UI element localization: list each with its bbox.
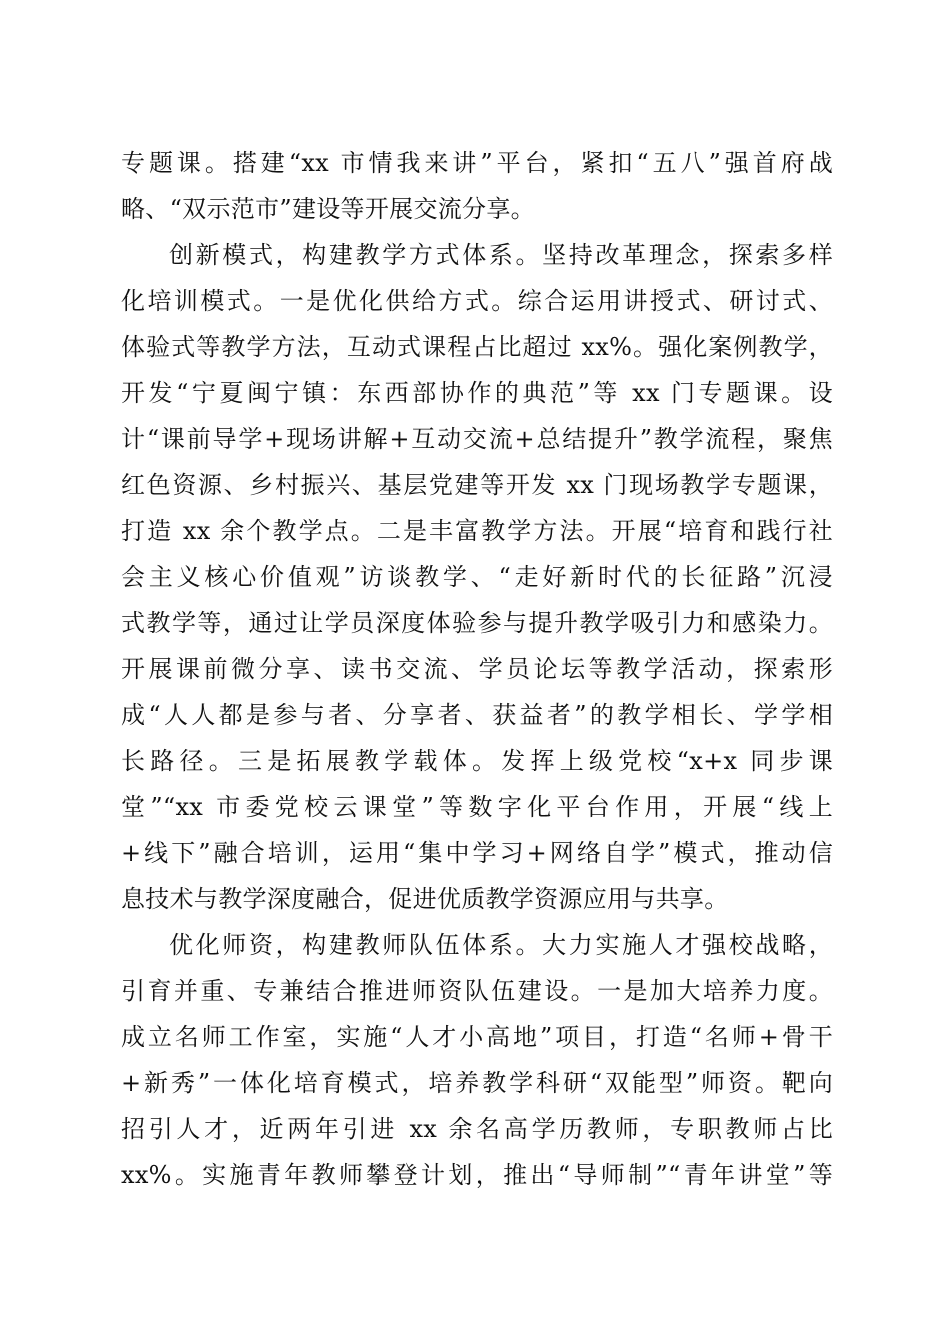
- text-line: 开展课前微分享、读书交流、学员论坛等教学活动，探索形: [121, 655, 833, 683]
- paragraph-start-line: 创新模式，构建教学方式体系。坚持改革理念，探索多样: [169, 241, 833, 269]
- text-line: 堂”“xx 市委党校云课堂”等数字化平台作用，开展“线上: [121, 793, 833, 821]
- text-line: 引育并重、专兼结合推进师资队伍建设。一是加大培养力度。: [121, 977, 833, 1005]
- text-line: 打造 xx 余个教学点。二是丰富教学方法。开展“培育和践行社: [121, 517, 833, 545]
- text-line: 略、“双示范市”建设等开展交流分享。: [121, 195, 535, 223]
- text-line: 红色资源、乡村振兴、基层党建等开发 xx 门现场教学专题课，: [121, 471, 833, 499]
- text-line: 成立名师工作室，实施“人才小高地”项目，打造“名师+骨干: [121, 1023, 833, 1051]
- text-line: 长路径。三是拓展教学载体。发挥上级党校“x+x 同步课: [121, 747, 833, 775]
- text-line: 成“人人都是参与者、分享者、获益者”的教学相长、学学相: [121, 701, 833, 729]
- text-line: 开发“宁夏闽宁镇：东西部协作的典范”等 xx 门专题课。设: [121, 379, 833, 407]
- text-line: 专题课。搭建“xx 市情我来讲”平台，紧扣“五八”强首府战: [121, 149, 833, 177]
- text-line: 招引人才，近两年引进 xx 余名高学历教师，专职教师占比: [121, 1115, 833, 1143]
- text-line: 计“课前导学+现场讲解+互动交流+总结提升”教学流程，聚焦: [121, 425, 833, 453]
- text-line: +新秀”一体化培育模式，培养教学科研“双能型”师资。靶向: [121, 1069, 833, 1097]
- text-line: +线下”融合培训，运用“集中学习+网络自学”模式，推动信: [121, 839, 833, 867]
- text-line: 息技术与教学深度融合，促进优质教学资源应用与共享。: [121, 885, 729, 913]
- text-line: xx%。实施青年教师攀登计划，推出“导师制”“青年讲堂”等: [121, 1161, 833, 1189]
- text-line: 体验式等教学方法，互动式课程占比超过 xx%。强化案例教学，: [121, 333, 833, 361]
- text-line: 会主义核心价值观”访谈教学、“走好新时代的长征路”沉浸: [121, 563, 833, 591]
- paragraph-start-line: 优化师资，构建教师队伍体系。大力实施人才强校战略，: [169, 931, 833, 959]
- text-line: 式教学等，通过让学员深度体验参与提升教学吸引力和感染力。: [121, 609, 833, 637]
- text-line: 化培训模式。一是优化供给方式。综合运用讲授式、研讨式、: [121, 287, 833, 315]
